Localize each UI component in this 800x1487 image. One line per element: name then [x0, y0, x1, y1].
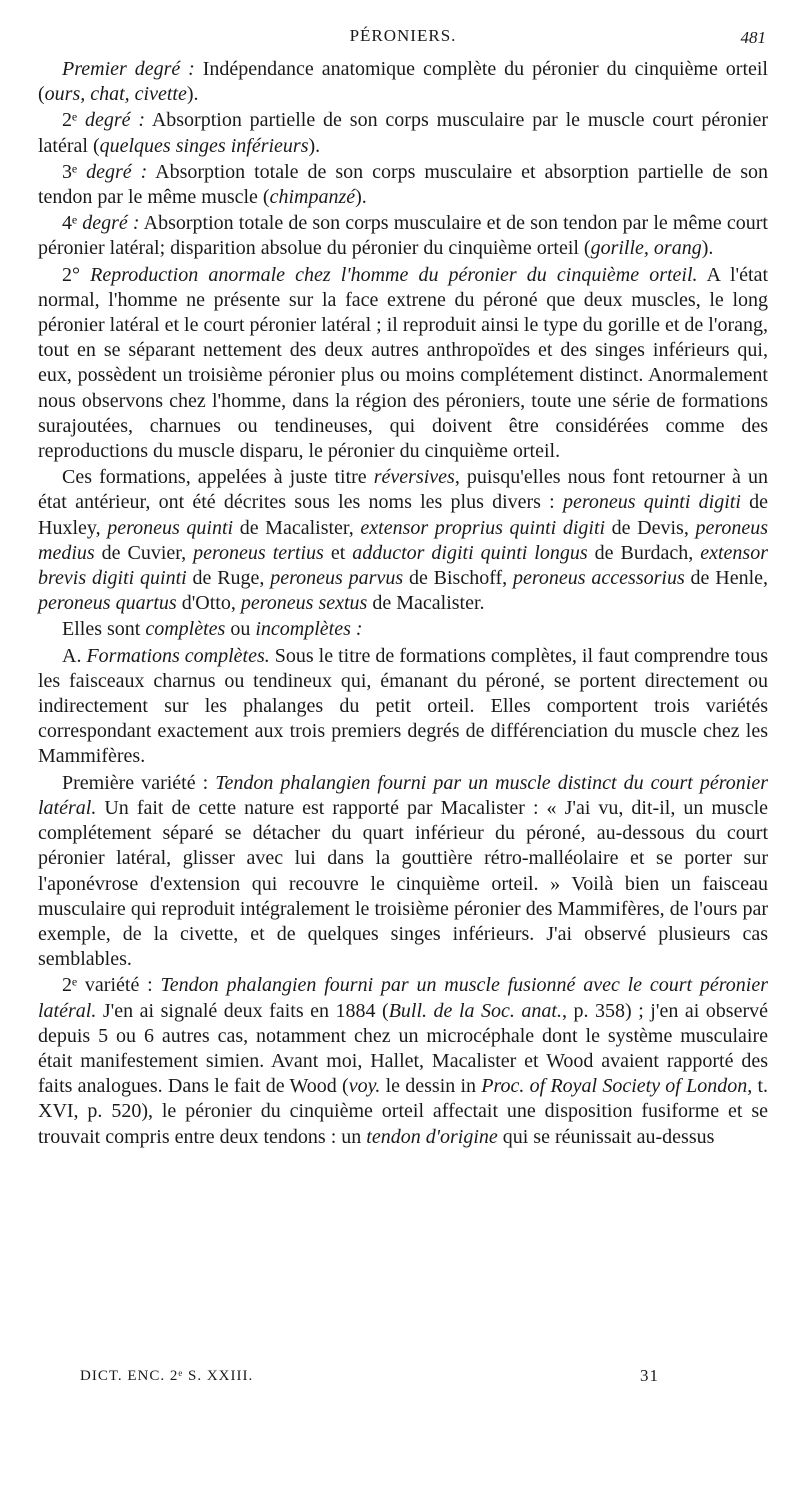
text-run: 3ᵉ — [62, 160, 87, 183]
italic-run: réversives — [373, 466, 455, 489]
italic-run: Tendon phalangien fourni par un muscle distinct du court péronier latéral. — [38, 771, 769, 819]
text-run: de Macalister. — [367, 592, 485, 615]
paragraph — [38, 211, 768, 261]
italic-run: peroneus quinti — [107, 516, 234, 539]
italic-run: peroneus quartus — [38, 592, 177, 615]
italic-run: chimpanzé — [269, 186, 356, 209]
italic-run: tendon d'origine — [366, 1125, 498, 1148]
text-run: , puisqu'elles nous font retourner à un état antérieur, ont été décrites sous les noms les plus divers : — [38, 466, 769, 514]
italic-run: complètes — [145, 618, 226, 641]
italic-run: ours, chat, civette — [44, 83, 187, 106]
text-run: Ces formations, appelées à juste titre — [62, 466, 374, 489]
paragraph — [38, 771, 768, 973]
text-run: Absorption totale de son corps musculaire et de son tendon par le même court péronier latéral; disparition absolue du péronier du cinquième orteil ( — [38, 212, 768, 260]
text-run: d'Otto, — [176, 592, 241, 615]
text-run: de Huxley, — [38, 491, 768, 539]
paragraph — [38, 263, 768, 465]
text-run: et — [323, 541, 353, 564]
text-run: Première variété : — [62, 771, 216, 794]
italic-run: peroneus quinti digiti — [562, 491, 741, 514]
text-run: ). — [355, 186, 367, 209]
italic-run: quelques singes inférieurs — [99, 134, 309, 157]
italic-run: Reproduction anormale chez l'homme du péronier du cinquième orteil. — [90, 263, 698, 286]
running-header — [38, 26, 768, 52]
italic-run: Formations complètes. — [86, 644, 270, 667]
text-run: de Henle, — [684, 567, 769, 590]
text-run: Absorption partielle de son corps musculaire par le muscle court péronier latéral ( — [38, 109, 768, 157]
paragraph — [38, 57, 768, 107]
footer-signature: DICT. ENC. 2ᵉ S. XXIII. — [80, 1368, 254, 1384]
italic-run: Premier degré : — [62, 58, 195, 80]
paragraph — [38, 973, 768, 1149]
italic-run: peroneus accessorius — [513, 567, 685, 590]
text-run: ou — [225, 618, 256, 641]
text-run: Absorption totale de son corps musculaire et absorption partielle de son tendon par le même muscle ( — [38, 160, 768, 209]
text-run: qui se réunissait au-dessus — [497, 1125, 715, 1148]
text-run: Sous le titre de formations complètes, il faut comprendre tous les faisceaux charnus ou tendineux qui, émanant du péroné, se portent directement ou indirectement sur les phalanges du petit orteil. Elles comportent trois variétés correspondant exactement aux trois premiers degrés de différenciation du muscle chez les Mammifères. — [38, 644, 768, 768]
text-run: Elles sont — [62, 618, 146, 641]
italic-run: adductor digiti quinti longus — [352, 541, 588, 564]
italic-run: voy. — [348, 1075, 381, 1098]
text-run: J'en ai signalé deux faits en 1884 ( — [96, 999, 389, 1022]
italic-run: peroneus sextus — [240, 592, 368, 615]
italic-run: degré : — [82, 212, 140, 235]
text-run: A. — [62, 644, 87, 667]
italic-run: degré : — [86, 160, 148, 183]
footer — [80, 1368, 680, 1385]
paragraph — [38, 617, 768, 642]
text-run: 4ᵉ — [62, 212, 83, 235]
text-run: ). — [186, 83, 199, 106]
paragraph — [38, 465, 768, 616]
text-run: 2° — [62, 263, 91, 286]
text-run: , p. 358) ; j'en ai observé depuis 5 ou 6 autres cas, notamment chez un microcéphale dont le système musculaire était manifestement simien. Avant moi, Hallet, Macalister et Wood avaient rapporté des faits analogues. Dans le fait de Wood ( — [38, 999, 768, 1098]
text-run: Indépendance anatomique complète du péronier du cinquième orteil ( — [38, 58, 768, 106]
text-run: de Macalister, — [233, 516, 361, 539]
italic-run: Proc. of Royal Society of London — [481, 1075, 748, 1098]
paragraph — [38, 108, 768, 158]
italic-run: extensor proprius quinti digiti — [360, 516, 606, 539]
italic-run: degré : — [85, 109, 146, 132]
text-run: 2ᵉ — [62, 109, 85, 132]
running-title: PÉRONIERS. — [349, 26, 457, 45]
paragraph — [38, 644, 768, 770]
italic-run: extensor brevis digiti quinti — [38, 541, 768, 590]
text-run: de Cuvier, — [94, 541, 194, 564]
italic-run: Tendon phalangien fourni par un muscle fusionné avec le court péronier latéral. — [38, 974, 769, 1022]
page — [38, 26, 768, 1150]
italic-run: incomplètes : — [255, 618, 363, 641]
italic-run: peroneus parvus — [270, 567, 404, 590]
text-run: le dessin in — [380, 1075, 482, 1098]
text-run: de Burdach, — [587, 541, 701, 564]
text-run: de Devis, — [605, 516, 696, 539]
text-run: Un fait de cette nature est rapporté par Macalister : « J'ai vu, dit-il, un muscle complétement séparé se détacher du quart inférieur du péroné, au-dessous du court péronier latéral, glisser avec lui dans la gouttière rétro-malléolaire et se porter sur l'aponévrose d'extension qui recouvre le cinquième orteil. » Voilà bien un faisceau musculaire qui reproduit intégralement le troisième péronier des Mammifères, de l'ours par exemple, de la civette, et de quelques singes inférieurs. J'ai observé plusieurs cas semblables. — [38, 796, 768, 971]
italic-run: peroneus medius — [38, 516, 769, 564]
paragraph — [38, 160, 768, 210]
page-number: 481 — [740, 28, 766, 47]
text-run: ). — [308, 134, 321, 157]
body-text — [38, 57, 768, 1150]
text-run: 2ᵉ variété : — [62, 974, 161, 997]
italic-run: gorille, orang — [590, 237, 702, 260]
italic-run: Bull. de la Soc. anat. — [388, 999, 562, 1022]
text-run: , t. XVI, p. 520), le péronier du cinquième orteil affectait une disposition fusiforme et se trouvait compris entre deux tendons : un — [38, 1075, 769, 1148]
text-run: de Bischoff, — [403, 567, 513, 590]
text-run: de Ruge, — [186, 567, 271, 590]
italic-run: peroneus tertius — [193, 541, 324, 564]
text-run: A l'état normal, l'homme ne présente sur la face extrene du péroné que deux muscles, le long péronier latéral et le court péronier latéral ; il reproduit ainsi le type du gorille et de l'orang, tout en se séparant nettement des deux autres anthropoïdes et des singes inférieurs qui, eux, possèdent un troisième péronier plus ou moins complétement distinct. Anormalement nous observons chez l'homme, dans la région des péroniers, toute une série de formations surajoutées, charnues ou tendineuses, qui doivent être considérées comme des reproductions du muscle disparu, le péronier du cinquième orteil. — [38, 263, 769, 463]
text-run: ). — [701, 237, 714, 260]
sheet-number: 31 — [640, 1366, 659, 1385]
